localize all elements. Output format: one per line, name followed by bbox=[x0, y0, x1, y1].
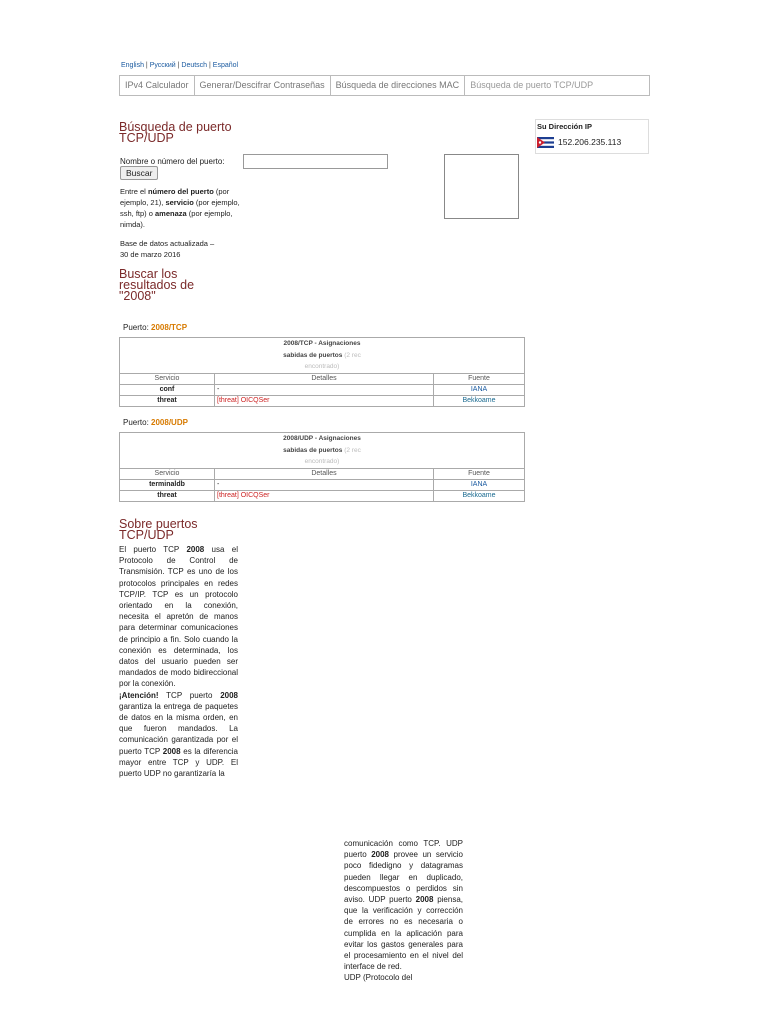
tab-mac-lookup[interactable]: Búsqueda de direcciones MAC bbox=[331, 76, 466, 95]
tab-password-generator[interactable]: Generar/Descifrar Contraseñas bbox=[195, 76, 331, 95]
port-link-udp[interactable]: 2008/UDP bbox=[151, 418, 188, 427]
ip-address-box bbox=[535, 119, 649, 154]
table-row: threat [threat] OICQSer Bekkoame bbox=[120, 490, 525, 501]
udp-results-table bbox=[119, 432, 525, 502]
ip-address: 152.206.235.113 bbox=[558, 137, 622, 147]
table-row: conf - IANA bbox=[120, 384, 525, 395]
lang-english[interactable]: English bbox=[121, 62, 144, 69]
tab-ipv4-calculator[interactable]: IPv4 Calculador bbox=[120, 76, 195, 95]
column-header-service: Servicio bbox=[120, 468, 215, 479]
column-header-source: Fuente bbox=[434, 468, 525, 479]
column-header-details: Detalles bbox=[215, 373, 434, 384]
table-row: terminaldb - IANA bbox=[120, 479, 525, 490]
table-caption: 2008/TCP - Asignaciones sabidas de puertos (2 rec encontrado) bbox=[120, 338, 525, 374]
column-header-service: Servicio bbox=[120, 373, 215, 384]
cuba-flag-icon bbox=[537, 137, 554, 148]
about-title: Sobre puertos TCP/UDP bbox=[119, 517, 198, 542]
results-title: Buscar los resultados de "2008" bbox=[119, 267, 195, 303]
tool-tabs bbox=[119, 75, 650, 96]
about-text-column-2: comunicación como TCP. UDP puerto 2008 provee un servicio poco fidedigno y datagramas pueden llegar en duplicado, descompuestos o perdidos sin aviso. UDP puerto 2008 piensa, que la verificación y corrección de errores no es necesaria o cumplida en la aplicación para evitar los gastos generales para el procesamiento en el nivel del interface de red. UDP (Protocolo del bbox=[344, 839, 463, 983]
lang-spanish[interactable]: Español bbox=[212, 62, 239, 69]
db-updated: Base de datos actualizada – 30 de marzo 2016 bbox=[120, 239, 215, 259]
source-link[interactable]: IANA bbox=[434, 479, 525, 490]
port-link-tcp[interactable]: 2008/TCP bbox=[151, 323, 188, 332]
about-text-column-1: El puerto TCP 2008 usa el Protocolo de Control de Transmisión. TCP es uno de los protocolos principales en redes TCP/IP. TCP es un protocolo orientado en la conexión, necesita el apretón de manos para determinar comunicaciones de principio a fin. Solo cuando la conexión es determinada, los datos del usuario pueden ser mandados de modo bidireccional por la conexión. ¡Atención! TCP puerto 2008 garantiza la entrega de paquetes de datos en la misma orden, en que fueron mandados. La comunicación garantizada por el puerto TCP 2008 es la diferencia mayor entre TCP y UDP. El puerto UDP no garantizaría la bbox=[119, 545, 239, 779]
source-link[interactable]: IANA bbox=[434, 384, 525, 395]
source-link[interactable]: Bekkoame bbox=[434, 395, 525, 406]
lang-german[interactable]: Deutsch bbox=[181, 62, 208, 69]
page-title: Búsqueda de puerto TCP/UDP bbox=[119, 120, 232, 145]
tcp-results-table bbox=[119, 337, 525, 407]
table-caption: 2008/UDP - Asignaciones sabidas de puertos (2 rec encontrado) bbox=[120, 433, 525, 469]
ad-placeholder bbox=[444, 154, 519, 219]
lang-russian[interactable]: Русский bbox=[149, 62, 176, 69]
port-field-label: Nombre o número del puerto: bbox=[120, 157, 225, 166]
column-header-source: Fuente bbox=[434, 373, 525, 384]
port-search-input[interactable] bbox=[243, 154, 388, 169]
source-link[interactable]: Bekkoame bbox=[434, 490, 525, 501]
search-button[interactable]: Buscar bbox=[120, 166, 158, 180]
port-label-udp: Puerto: 2008/UDP bbox=[123, 418, 188, 427]
column-header-details: Detalles bbox=[215, 468, 434, 479]
port-label-tcp: Puerto: 2008/TCP bbox=[123, 323, 188, 332]
search-help: Entre el número del puerto (por ejemplo, 21), servicio (por ejemplo, ssh, ftp) o amenaza (por ejemplo, nimda). bbox=[120, 187, 240, 229]
language-links: English | Русский | Deutsch | Español bbox=[121, 62, 239, 69]
tab-port-lookup[interactable]: Búsqueda de puerto TCP/UDP bbox=[470, 80, 594, 90]
ip-label: Su Dirección IP bbox=[537, 122, 593, 131]
table-row: threat [threat] OICQSer Bekkoame bbox=[120, 395, 525, 406]
